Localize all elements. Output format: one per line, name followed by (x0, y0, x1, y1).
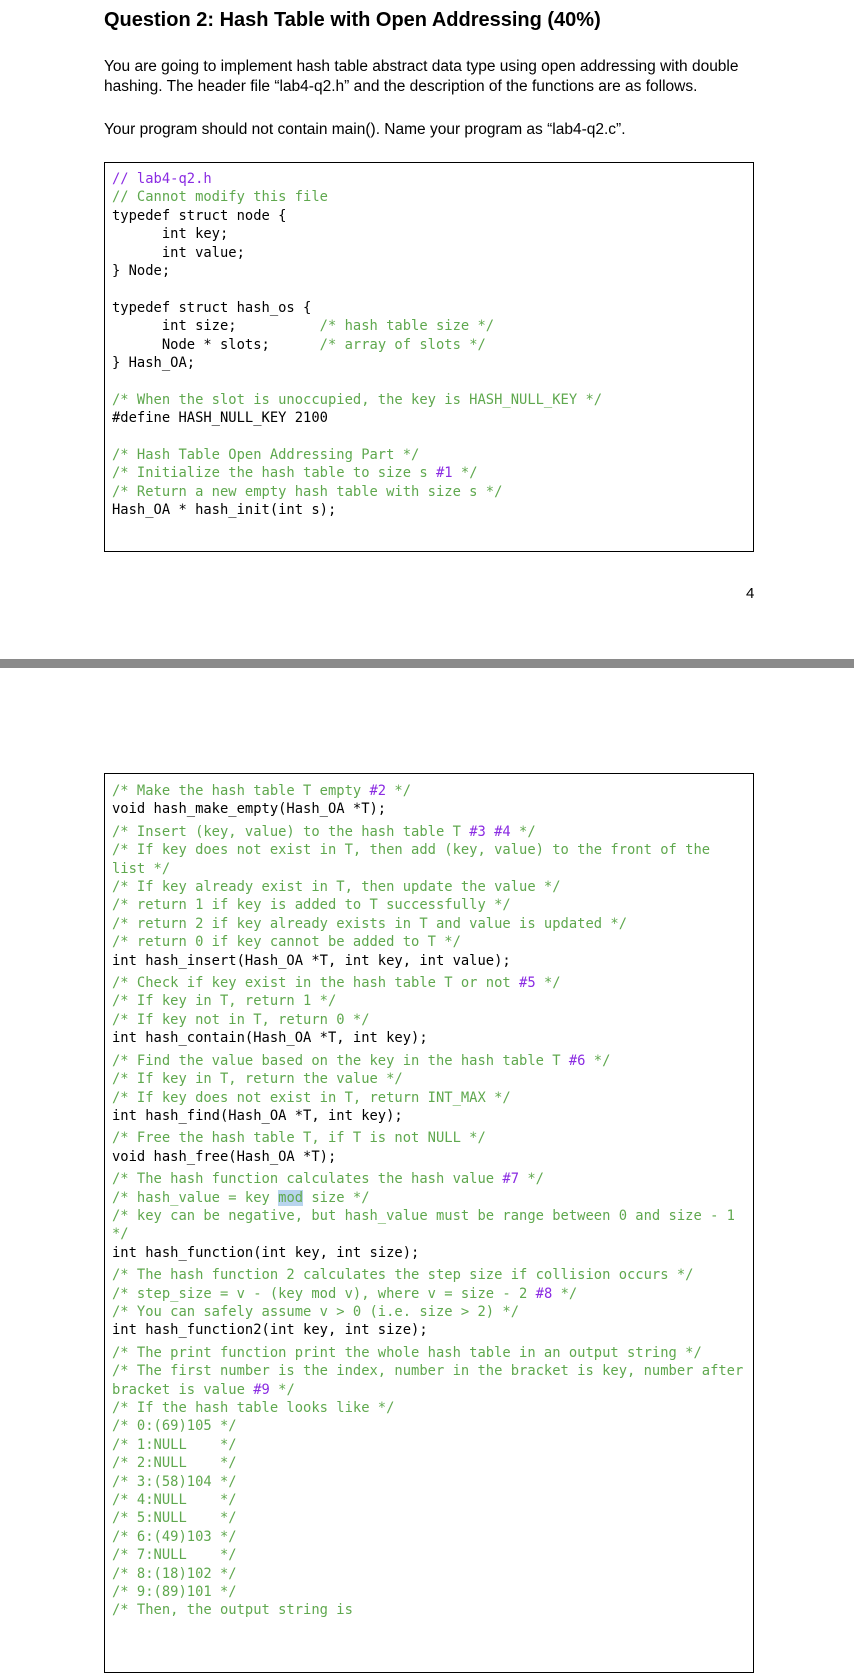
code-token: /* Make the hash table T empty (112, 783, 370, 799)
code-token: */ (552, 1285, 578, 1302)
code-token: Node * slots; (112, 336, 320, 353)
code-line (112, 225, 753, 243)
code-line (112, 800, 753, 818)
code-line (112, 262, 753, 280)
code-token: int key; (112, 226, 229, 243)
code-line (112, 896, 753, 914)
code-token: /* 3:(58)104 */ (112, 1473, 237, 1490)
code-line (112, 299, 753, 317)
code-token: int size; (112, 318, 320, 335)
code-line (112, 952, 753, 970)
code-line (112, 1089, 753, 1107)
code-token: /* return 2 if key already exists in T and value is updated */ (112, 915, 627, 932)
code-line (112, 933, 753, 951)
code-token: int hash_contain(Hash_OA *T, int key); (112, 1030, 428, 1047)
code-token: int hash_function(int key, int size); (112, 1244, 420, 1261)
code-token: /* 1:NULL */ (112, 1436, 237, 1453)
code-token: /* Return a new empty hash table with size s */ (112, 483, 503, 500)
code-token: } Node; (112, 263, 171, 280)
code-token: /* 2:NULL */ (112, 1455, 237, 1472)
code-line (112, 1454, 753, 1472)
code-token: */ (585, 1052, 611, 1069)
code-line (112, 878, 753, 896)
code-line (112, 1546, 753, 1564)
code-token: /* If key in T, return 1 */ (112, 993, 337, 1010)
code-line (112, 1344, 753, 1362)
code-token: */ (535, 975, 561, 992)
code-token: /* return 1 if key is added to T successfully */ (112, 897, 511, 914)
code-line (112, 409, 753, 427)
code-token: #6 (568, 1052, 586, 1069)
question-title: Question 2: Hash Table with Open Addressing (40%) (104, 9, 601, 31)
code-token: typedef struct hash_os { (112, 299, 312, 316)
code-line (112, 1170, 753, 1188)
code-line (112, 428, 753, 446)
code-token: size */ (303, 1189, 370, 1206)
code-line (112, 483, 753, 501)
code-token: Hash_OA * hash_init(int s); (112, 502, 337, 519)
code-token: /* 4:NULL */ (112, 1492, 237, 1509)
code-token: /* array of slots */ (319, 336, 486, 353)
code-line (112, 782, 753, 800)
code-token: } Hash_OA; (112, 355, 196, 372)
code-line (112, 823, 753, 841)
code-line (112, 1565, 753, 1583)
code-line (112, 170, 753, 188)
code-token: /* If key does not exist in T, then add (key, value) to the front of the list */ (112, 842, 719, 877)
code-line (112, 1509, 753, 1527)
code-line (112, 244, 753, 262)
code-token: // lab4-q2.h (112, 171, 212, 187)
page-separator (0, 659, 854, 668)
code-line (112, 1285, 753, 1303)
code-token: /* The hash function 2 calculates the step size if collision occurs */ (112, 1267, 694, 1284)
code-token: /* 9:(89)101 */ (112, 1584, 237, 1601)
code-token: int hash_find(Hash_OA *T, int key); (112, 1107, 403, 1124)
code-line (112, 1303, 753, 1321)
code-line (112, 1011, 753, 1029)
code-token: */ (452, 465, 478, 482)
code-token: void hash_make_empty(Hash_OA *T); (112, 801, 387, 818)
code-token: // Cannot modify this file (112, 189, 328, 206)
code-token: */ (510, 823, 536, 840)
code-line (112, 1362, 752, 1399)
code-token: int hash_function2(int key, int size); (112, 1322, 428, 1339)
code-token: /* The first number is the index, number in the bracket is key, number after bracket is value (112, 1363, 752, 1398)
code-line (112, 391, 753, 409)
code-token: #9 (253, 1381, 270, 1398)
code-line (112, 1189, 753, 1207)
code-token: /* key can be negative, but hash_value must be range between 0 and size - 1 */ (112, 1207, 744, 1243)
code-token: /* When the slot is unoccupied, the key is HASH_NULL_KEY */ (112, 391, 603, 408)
code-line (112, 1266, 753, 1284)
code-token: /* If key not in T, return 0 */ (112, 1011, 370, 1028)
code-token: /* 5:NULL */ (112, 1510, 237, 1527)
code-token: /* hash_value = key (112, 1189, 279, 1206)
code-token: /* Free the hash table T, if T is not NULL */ (112, 1130, 486, 1147)
code-token: #8 (535, 1285, 553, 1302)
code-token: /* If key does not exist in T, return INT_MAX */ (112, 1089, 511, 1106)
code-token: #2 (369, 783, 387, 799)
code-token: /* Insert (key, value) to the hash table T (112, 823, 470, 840)
code-token: /* If key in T, return the value */ (112, 1071, 403, 1088)
code-line (112, 1070, 753, 1088)
code-token: typedef struct node { (112, 207, 287, 224)
code-line (112, 1436, 753, 1454)
page-number: 4 (746, 585, 755, 602)
code-line (112, 841, 748, 878)
code-token: /* The hash function calculates the hash value (112, 1171, 503, 1188)
code-line (112, 1601, 753, 1619)
code-token: #7 (502, 1171, 520, 1188)
code-line (112, 1399, 753, 1417)
code-line (112, 1244, 753, 1262)
code-token: /* 0:(69)105 */ (112, 1418, 237, 1435)
code-token: /* You can safely assume v > 0 (i.e. size > 2) */ (112, 1303, 520, 1320)
code-token: /* hash table size */ (319, 318, 495, 335)
code-token: /* 8:(18)102 */ (112, 1565, 237, 1582)
code-line (112, 501, 753, 519)
code-token: /* Check if key exist in the hash table T or not (112, 975, 520, 992)
code-token: #5 (519, 975, 536, 992)
code-token: /* step_size = v - (key mod v), where v = size - 2 (112, 1285, 536, 1302)
code-line (112, 188, 753, 206)
code-token: #define HASH_NULL_KEY 2100 (112, 410, 328, 427)
header-code-box (104, 162, 754, 552)
document-page-2 (0, 668, 854, 1660)
code-line (112, 1148, 753, 1166)
code-line (112, 207, 753, 225)
document-page-1 (0, 0, 854, 659)
code-line (112, 317, 753, 335)
code-token: */ (386, 783, 412, 799)
code-token: int hash_insert(Hash_OA *T, int key, int value); (112, 952, 511, 969)
code-line (112, 280, 753, 298)
functions-code-box (104, 773, 754, 1673)
code-token: #3 #4 (469, 823, 511, 840)
code-token: /* return 0 if key cannot be added to T */ (112, 934, 461, 951)
code-line (112, 915, 753, 933)
code-line (112, 974, 753, 992)
code-line (112, 446, 753, 464)
code-line (112, 1491, 753, 1509)
code-token: /* The print function print the whole hash table in an output string */ (112, 1344, 702, 1361)
code-token: void hash_free(Hash_OA *T); (112, 1148, 337, 1165)
code-line (112, 1528, 753, 1546)
code-line (112, 1473, 753, 1491)
code-token: /* Then, the output string is (112, 1602, 353, 1619)
code-line (112, 1052, 753, 1070)
intro-paragraph: You are going to implement hash table abstract data type using open addressing with double hashing. The header file “lab4-q2.h” and the description of the functions are as follows. (104, 58, 739, 95)
code-token: */ (519, 1171, 544, 1188)
code-token: /* If the hash table looks like */ (112, 1400, 395, 1416)
code-token: #1 (435, 465, 453, 482)
code-line (112, 1321, 753, 1339)
code-token: /* 6:(49)103 */ (112, 1528, 237, 1545)
code-line (112, 1583, 753, 1601)
code-token: /* Hash Table Open Addressing Part */ (112, 447, 420, 464)
code-token: /* Initialize the hash table to size s (112, 465, 436, 482)
code-line (112, 372, 753, 390)
code-token: /* 7:NULL */ (112, 1547, 237, 1564)
code-token: /* If key already exist in T, then update the value */ (112, 879, 561, 896)
code-token: int value; (112, 244, 245, 261)
code-line (112, 354, 753, 372)
code-line (112, 336, 753, 354)
code-token: */ (269, 1381, 295, 1398)
code-line (112, 1029, 753, 1047)
code-line (112, 1129, 753, 1147)
code-line (112, 464, 753, 482)
code-line (112, 1107, 753, 1125)
code-line (112, 1207, 748, 1244)
code-line (112, 1417, 753, 1435)
instruction-paragraph: Your program should not contain main(). Name your program as “lab4-q2.c”. (104, 121, 626, 138)
code-line (112, 992, 753, 1010)
code-token: /* Find the value based on the key in the hash table T (112, 1052, 569, 1069)
code-token: mod (278, 1189, 304, 1206)
